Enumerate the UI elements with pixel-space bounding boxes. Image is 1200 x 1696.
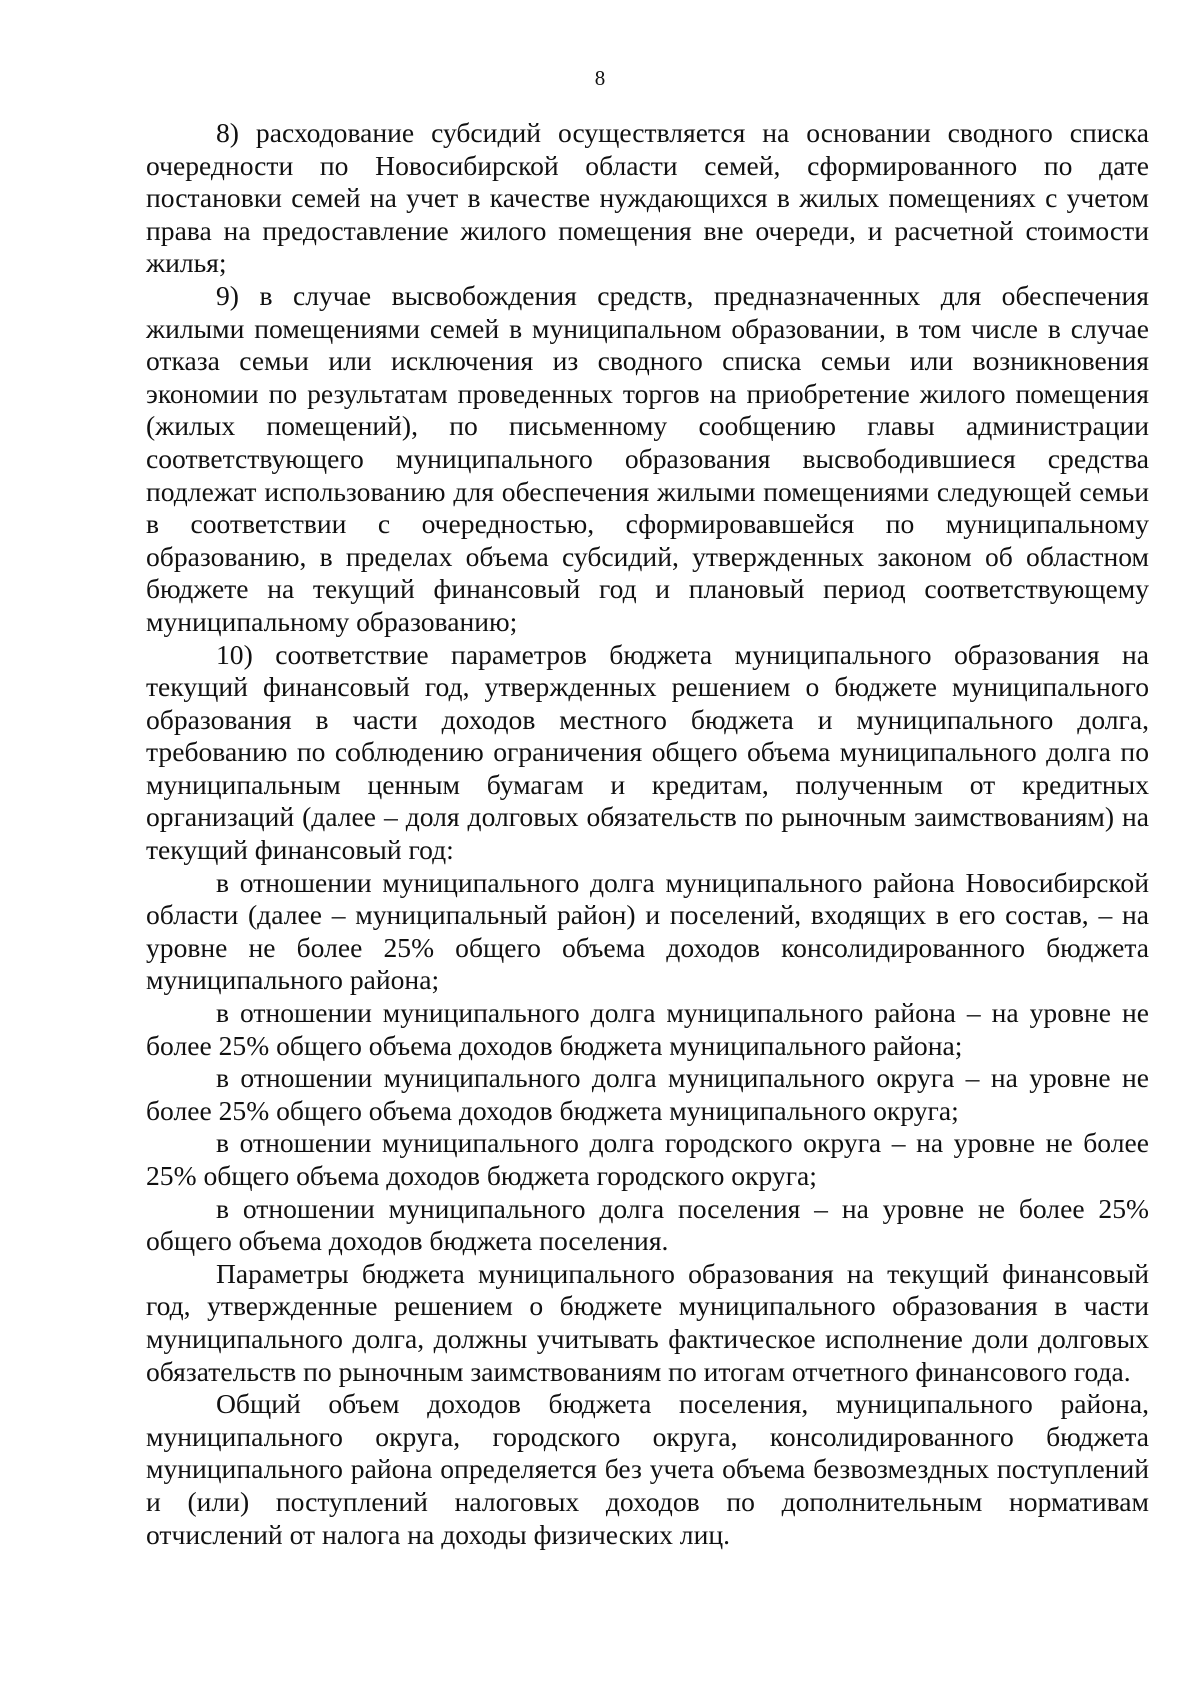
paragraph-debt-settlement: в отношении муниципального долга поселения – на уровне не более 25% общего объема доходов бюджета поселения.	[146, 1192, 1149, 1257]
paragraph-item-10: 10) соответствие параметров бюджета муниципального образования на текущий финансовый год, утвержденных решением о бюджете муниципального образования в части доходов местного бюджета и муниципального долга, требованию по соблюдению ограничения общего объема муниципального долга по муниципальным ценным бумагам и кредитам, полученным от кредитных организаций (далее – доля долговых обязательств по рыночным заимствованиям) на текущий финансовый год:	[146, 638, 1149, 866]
paragraph-budget-parameters: Параметры бюджета муниципального образования на текущий финансовый год, утвержденные решением о бюджете муниципального образования в части муниципального долга, должны учитывать фактическое исполнение доли долговых обязательств по рыночным заимствованиям по итогам отчетного финансового года.	[146, 1257, 1149, 1387]
paragraph-debt-city-okrug: в отношении муниципального долга городского округа – на уровне не более 25% общего объема доходов бюджета городского округа;	[146, 1127, 1149, 1191]
paragraph-debt-district: в отношении муниципального долга муниципального района – на уровне не более 25% общего объема доходов бюджета муниципального района;	[146, 997, 1149, 1061]
page-number: 8	[594, 66, 606, 90]
paragraph-item-8: 8) расходование субсидий осуществляется на основании сводного списка очередности по Новосибирской области семей, сформированного по дате постановки семей на учет в качестве нуждающихся в жилых помещениях с учетом права на предоставление жилого помещения вне очереди, и расчетной стоимости жилья;	[146, 117, 1149, 279]
document-body	[146, 117, 1149, 1551]
paragraph-item-9: 9) в случае высвобождения средств, предназначенных для обеспечения жилыми помещениями семей в муниципальном образовании, в том числе в случае отказа семьи или исключения из сводного списка семьи или возникновения экономии по результатам проведенных торгов на приобретение жилого помещения (жилых помещений), по письменному сообщению главы администрации соответствующего муниципального образования высвободившиеся средства подлежат использованию для обеспечения жилыми помещениями следующей семьи в соответствии с очередностью, сформировавшейся по муниципальному образованию, в пределах объема субсидий, утвержденных законом об областном бюджете на текущий финансовый год и плановый период соответствующему муниципальному образованию;	[146, 279, 1149, 637]
paragraph-debt-district-consolidated: в отношении муниципального долга муниципального района Новосибирской области (далее – муниципальный район) и поселений, входящих в его состав, – на уровне не более 25% общего объема доходов консолидированного бюджета муниципального района;	[146, 866, 1149, 996]
paragraph-total-revenue: Общий объем доходов бюджета поселения, муниципального района, муниципального округа, городского округа, консолидированного бюджета муниципального района определяется без учета объема безвозмездных поступлений и (или) поступлений налоговых доходов по дополнительным нормативам отчислений от налога на доходы физических лиц.	[146, 1388, 1149, 1550]
paragraph-debt-municipal-okrug: в отношении муниципального долга муниципального округа – на уровне не более 25% общего объема доходов бюджета муниципального округа;	[146, 1062, 1149, 1126]
